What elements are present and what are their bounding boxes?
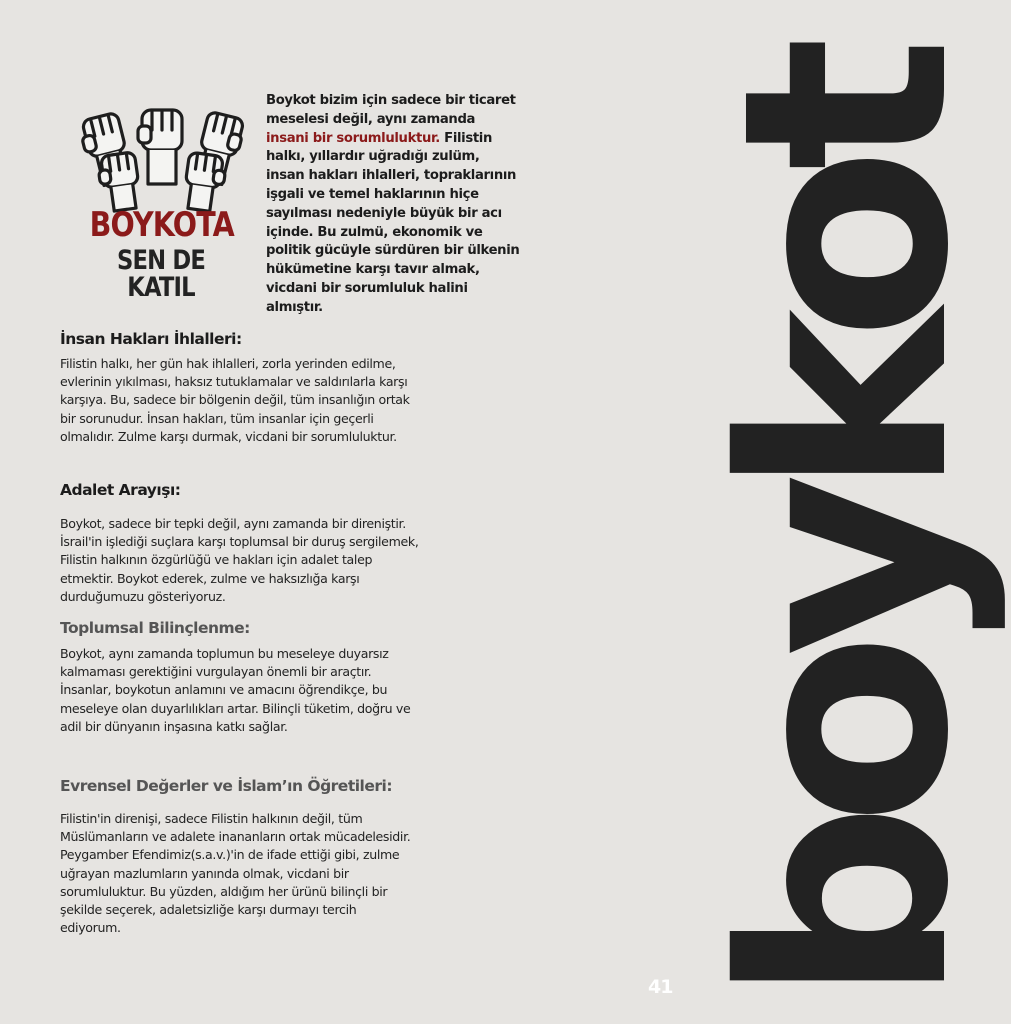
section-heading-justice: Adalet Arayışı: — [60, 481, 181, 499]
intro-text-part1: Boykot bizim için sadece bir ticaret meselesi değil, aynı zamanda — [266, 93, 516, 127]
section-body-human-rights: Filistin halkı, her gün hak ihlalleri, zorla yerinden edilme, evlerinin yıkılması, haksız tutuklamalar ve saldırılarla karşı karşıya. Bu, sadece bir bölgenin değil, tüm insanlığın ortak bir sorunudur. İnsan hakları, tüm insanlar için geçerli olmalıdır. Zulme karşı durmak, vicdani bir sorumluluktur. — [60, 356, 410, 444]
page-number: 41 — [648, 976, 673, 998]
raised-fists-icon — [76, 104, 246, 208]
section-heading-human-rights: İnsan Hakları İhlalleri: — [60, 330, 242, 348]
section-body-universal-values: Filistin'in direnişi, sadece Filistin halkının değil, tüm Müslümanların ve adalete inananların ortak mücadelesidir. Peygamber Efendimiz(s.a.v.)'in de ifade ettiği gibi, zulme uğrayan mazlumların yanında olmak, vicdani bir sorumluluktur. Bu yüzden, aldığım her ürünü bilinçli bir şekilde seçerek, adaletsizliğe karşı durmayı tercih ediyorum. — [60, 811, 411, 936]
section-heading-social-awareness: Toplumsal Bilinçlenme: — [60, 619, 250, 637]
intro-text-part2: Filistin halkı, yıllardır uğradığı zulüm, insan hakları ihlalleri, topraklarının işgali ve temel haklarının hiçe sayılması nedeniyle büyük bir acı içinde. Bu zulmü, ekonomik ve politik gücüyle sürdüren bir ülkenin hükümetine karşı tavır almak, vicdani bir sorumluluk halini almıştır. — [266, 130, 520, 315]
intro-paragraph — [266, 92, 520, 318]
vertical-title-boykot: boykot — [682, 60, 1011, 1004]
section-body-justice: Boykot, sadece bir tepki değil, aynı zamanda bir direniştir. İsrail'in işlediği suçlara karşı toplumsal bir duruş sergilemek, Filistin halkının özgürlüğü ve hakları için adalet talep etmektir. Boykot ederek, zulme ve haksızlığa karşı durduğumuzu gösteriyoruz. — [60, 516, 419, 604]
boycott-logo — [76, 104, 246, 303]
section-body-social-awareness: Boykot, aynı zamanda toplumun bu meseleye duyarsız kalmaması gerektiğini vurgulayan önemli bir araçtır. İnsanlar, boykotun anlamını ve amacını öğrendikçe, bu meseleye olan duyarlılıkları artar. Bilinçli tüketim, doğru ve adil bir dünyanın inşasına katkı sağlar. — [60, 646, 411, 734]
section-heading-universal-values: Evrensel Değerler ve İslam’ın Öğretileri: — [60, 777, 393, 795]
logo-subtitle-sen-de-katil: SEN DE KATIL — [117, 245, 205, 303]
logo-title-boykota: BOYKOTA — [89, 205, 234, 245]
intro-highlight: insani bir sorumluluktur. — [266, 130, 440, 146]
